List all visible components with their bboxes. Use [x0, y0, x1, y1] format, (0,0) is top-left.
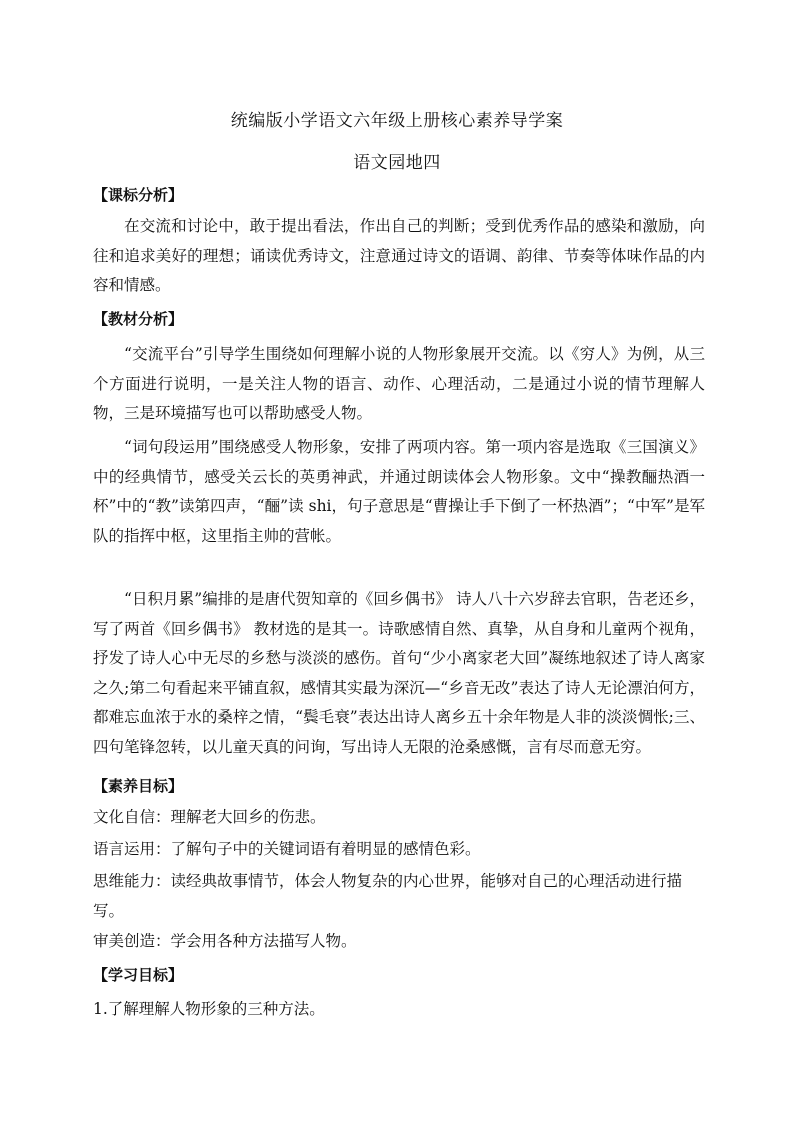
- heading-literacy-goals: 【素养目标】: [93, 777, 184, 795]
- paragraph-sentence-usage: “词句段运用”围绕感受人物形象，安排了两项内容。第一项内容是选取《三国演义》中的经典情节，感受关云长的英勇神武，并通过朗读体会人物形象。文中“操教酾热酒一杯”中的“教”读第四声，“酾”读 shi，句子意思是“曹操让手下倒了一杯热酒”；“中军”是军队的指挥中枢，这里指主帅的营帐。: [93, 438, 705, 545]
- literacy-goal-language: 语言运用：了解句子中的关键词语有着明显的感情色彩。: [93, 840, 481, 858]
- literacy-goal-aesthetics: 审美创造：学会用各种方法描写人物。: [93, 932, 357, 950]
- literacy-goal-thinking: 思维能力：读经典故事情节，体会人物复杂的内心世界，能够对自己的心理活动进行描写。: [93, 872, 683, 920]
- heading-standards-analysis: 【课标分析】: [93, 186, 184, 204]
- heading-learning-goals: 【学习目标】: [93, 966, 184, 984]
- paragraph-standards-analysis: 在交流和讨论中，敢于提出看法，作出自己的判断；受到优秀作品的感染和激励，向往和追求美好的理想；诵读优秀诗文，注意通过诗文的语调、韵律、节奏等体味作品的内容和情感。: [93, 217, 705, 294]
- learning-goal-item: 1.了解理解人物形象的三种方法。: [93, 1000, 325, 1018]
- literacy-goal-culture: 文化自信：理解老大回乡的伤悲。: [93, 808, 326, 826]
- paragraph-exchange-platform: “交流平台”引导学生围绕如何理解小说的人物形象展开交流。以《穷人》为例，从三个方面进行说明，一是关注人物的语言、动作、心理活动，二是通过小说的情节理解人物，三是环境描写也可以帮助感受人物。: [93, 345, 705, 422]
- document-subtitle: 语文园地四: [353, 153, 441, 173]
- heading-textbook-analysis: 【教材分析】: [93, 310, 184, 328]
- paragraph-daily-accumulation: “日积月累”编排的是唐代贺知章的《回乡偶书》 诗人八十六岁辞去官职，告老还乡，写了两首《回乡偶书》 教材选的是其一。诗歌感情自然、真挚，从自身和儿童两个视角，抒发了诗人心中无尽的乡愁与淡淡的感伤。首句“少小离家老大回”凝练地叙述了诗人离家之久;第二句看起来平铺直叙，感情其实最为深沉—“乡音无改”表达了诗人无论漂泊何方，都难忘血浓于水的桑梓之情，“鬓毛衰”表达出诗人离乡五十余年物是人非的淡淡惆怅;三、四句笔锋忽转，以儿童天真的问询，写出诗人无限的沧桑感慨，言有尽而意无穷。: [93, 590, 705, 756]
- document-title: 统编版小学语文六年级上册核心素养导学案: [230, 111, 564, 131]
